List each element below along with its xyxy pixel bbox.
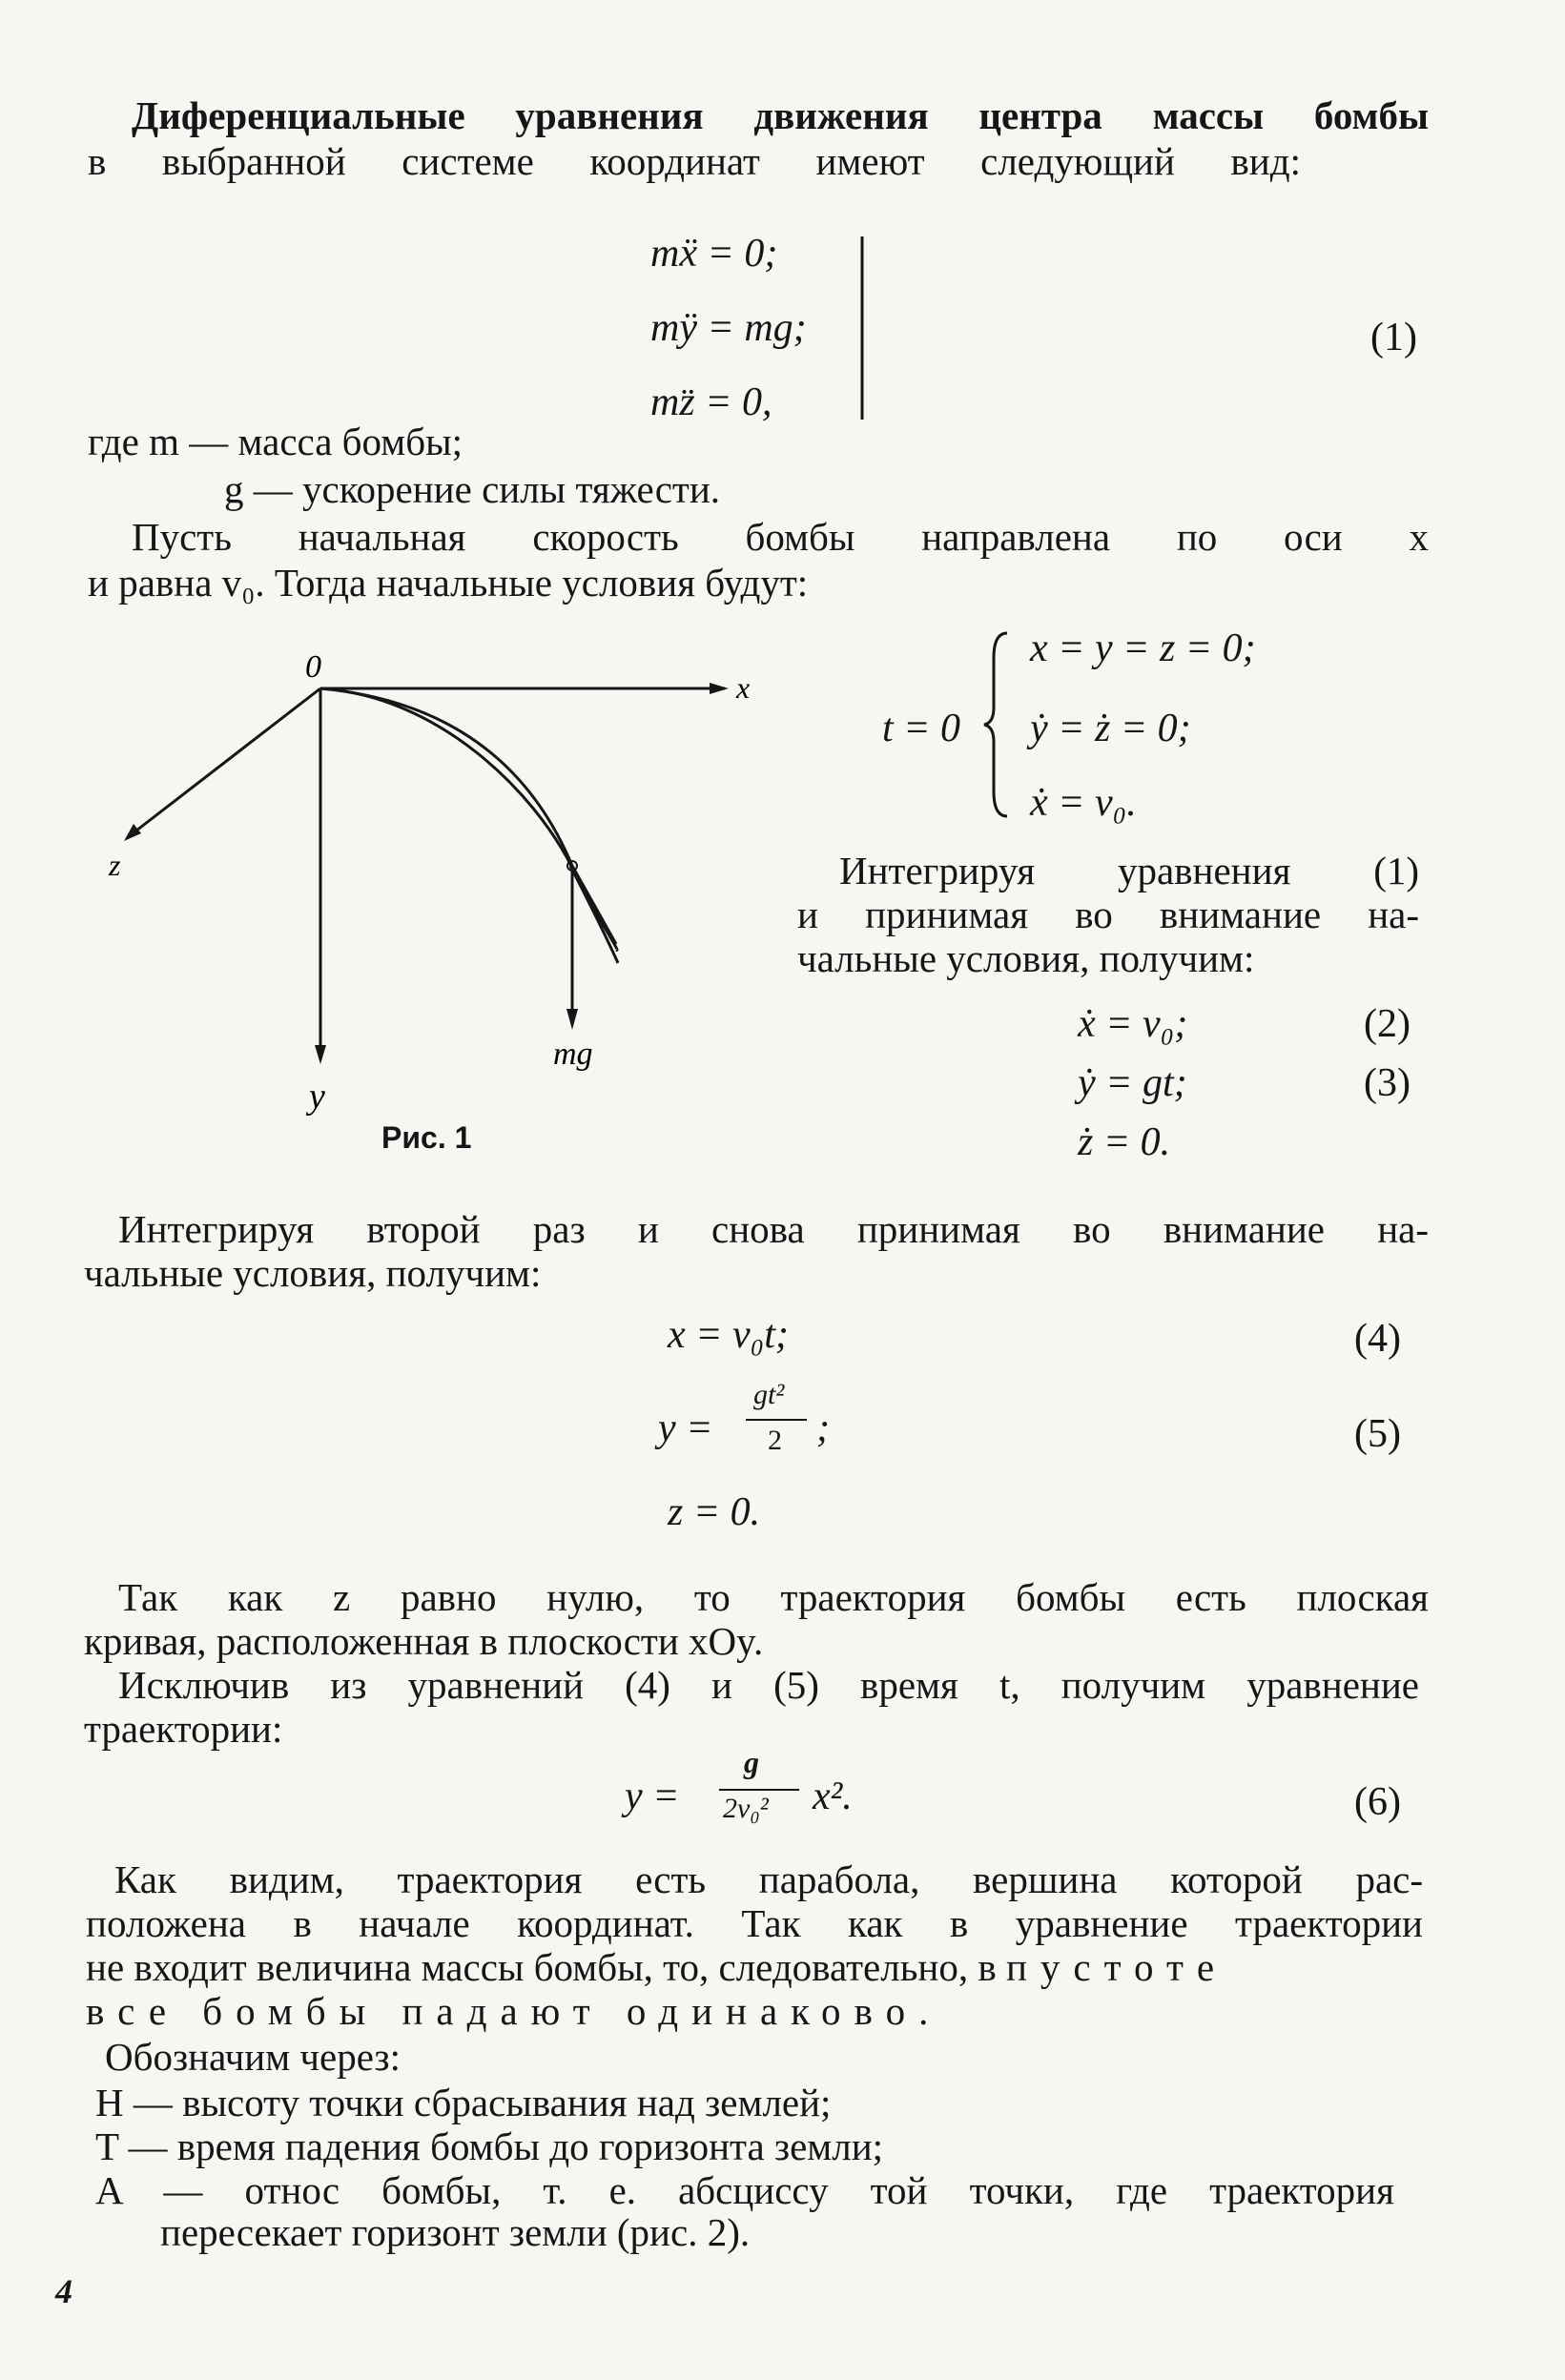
integration1-line-1: Интегрируя уравнения (1): [839, 849, 1419, 892]
integration2-eq-z: z = 0.: [668, 1490, 761, 1534]
system1-eq1: mẍ = 0;: [650, 232, 778, 276]
label-origin: 0: [305, 649, 321, 685]
integration2-eq5-numerator: gt²: [753, 1379, 785, 1410]
definition-a-continued: пересекает горизонт земли (рис. 2).: [160, 2210, 751, 2254]
label-x: x: [736, 670, 751, 705]
plane-line-3: Исключив из уравнений (4) и (5) время t, получим уравнение: [118, 1663, 1419, 1707]
eq6-lhs: y =: [625, 1775, 680, 1818]
integration1-eq3: ẏ = gt;: [1078, 1061, 1187, 1105]
system1-brace: [849, 233, 877, 423]
parabola-line-3: [86, 1945, 1423, 1989]
integration1-line-2: и принимая во внимание на-: [797, 892, 1419, 936]
trajectory-upper: [320, 688, 572, 866]
label-mg: mg: [553, 1036, 593, 1072]
gravity-arrowhead: [566, 1009, 578, 1030]
axis-y-arrowhead: [315, 1045, 326, 1064]
integration1-eq2: ẋ = v₀;: [1078, 1002, 1188, 1046]
integration1-eq-z: ż = 0.: [1078, 1120, 1171, 1164]
integration1-eq3-number: (3): [1364, 1061, 1411, 1105]
integration2-eq4: x = v₀t;: [668, 1313, 789, 1357]
initial-t-label: t = 0: [882, 707, 961, 750]
integration2-line-1: Интегрируя второй раз и снова принимая во внимание на-: [118, 1207, 1429, 1251]
parabola-line-2: положена в начале координат. Так как в уравнение траектории: [86, 1901, 1423, 1945]
eq6-tail: x².: [813, 1775, 853, 1818]
initial-line-1: Пусть начальная скорость бомбы направлена по оси x: [132, 515, 1429, 559]
eq6-number: (6): [1354, 1780, 1401, 1824]
integration2-eq5-number: (5): [1354, 1412, 1401, 1456]
parabola-line-5: Обозначим через:: [105, 2035, 402, 2079]
parabola-line-4: все бомбы падают одинаково.: [86, 1989, 942, 2033]
plane-line-2: кривая, расположенная в плоскости xOy.: [84, 1619, 764, 1663]
axis-z-arrowhead: [124, 824, 141, 841]
integration1-eq2-number: (2): [1364, 1002, 1411, 1046]
integration2-eq5-denominator: 2: [768, 1425, 782, 1456]
initial-line-2: и равна v₀. Тогда начальные условия будут:: [88, 561, 809, 605]
intro-line-2: в выбранной системе координат имеют следующий вид:: [88, 139, 1301, 183]
page-number: 4: [55, 2272, 72, 2310]
system1-number: (1): [1370, 316, 1417, 359]
integration1-line-3: чальные условия, получим:: [797, 936, 1255, 980]
trajectory-tail: [572, 866, 616, 944]
figure-caption: Рис. 1: [381, 1120, 472, 1155]
definition-a: A — относ бомбы, т. е. абсциссу той точки, где траектория: [95, 2168, 1394, 2212]
integration2-line-2: чальные условия, получим:: [84, 1251, 542, 1295]
initial-cond-2: ẏ = ż = 0;: [1030, 707, 1191, 750]
system1-eq3: mz̈ = 0,: [650, 380, 772, 424]
integration2-eq4-number: (4): [1354, 1317, 1401, 1361]
where-g-definition: g — ускорение силы тяжести.: [224, 467, 721, 511]
parabola-line-3-spaced: пустоте: [1005, 1945, 1228, 1989]
integration2-eq5-tail: ;: [816, 1406, 830, 1450]
eq6-numerator: g: [744, 1745, 759, 1779]
parabola-line-1: Как видим, траектория есть парабола, вершина которой рас-: [114, 1857, 1423, 1901]
where-m-definition: где m — масса бомбы;: [88, 420, 463, 463]
eq6-denominator: 2v₀²: [723, 1793, 769, 1824]
figure-1: [95, 639, 782, 1182]
initial-brace: [982, 629, 1011, 820]
integration2-eq5-lhs: y =: [658, 1406, 713, 1450]
initial-cond-3: ẋ = v₀.: [1030, 781, 1137, 825]
label-z: z: [109, 848, 121, 882]
initial-cond-1: x = y = z = 0;: [1030, 626, 1256, 670]
parabola-line-3-text: не входит величина массы бомбы, то, следовательно, в: [86, 1945, 997, 1989]
definition-h: H — высоту точки сбрасывания над землей;: [95, 2081, 832, 2124]
definition-t: T — время падения бомбы до горизонта земли;: [95, 2124, 884, 2168]
axis-x-arrowhead: [710, 683, 729, 694]
plane-line-1: Так как z равно нулю, то траектория бомбы есть плоская: [118, 1575, 1429, 1619]
intro-line-1: Диференциальные уравнения движения центра массы бомбы: [132, 93, 1429, 137]
integration2-eq5-fraction-bar: [744, 1417, 811, 1423]
axis-z: [128, 688, 320, 837]
plane-line-4: траектории:: [84, 1707, 283, 1751]
label-y: y: [309, 1077, 325, 1117]
system1-eq2: mÿ = mg;: [650, 306, 807, 350]
